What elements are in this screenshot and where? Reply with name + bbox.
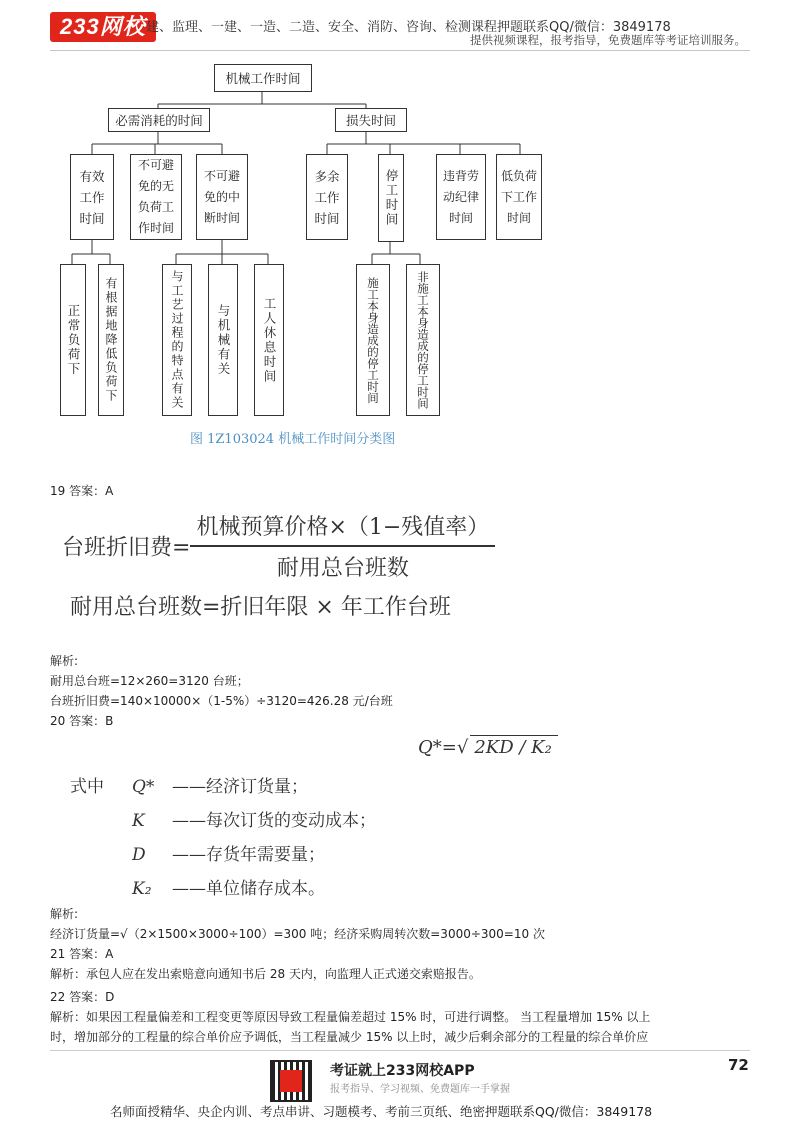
qr-code-icon[interactable] xyxy=(270,1060,312,1102)
q19-analysis-line-2: 台班折旧费=140×10000×（1-5%）÷3120=426.28 元/台班 xyxy=(50,694,393,708)
qr-logo xyxy=(280,1070,302,1092)
node-process-related: 与工艺过程的特点有关 xyxy=(162,264,192,416)
q20-analysis-line-1: 经济订货量=√（2×1500×3000÷100）=300 吨；经济采购周转次数=3000÷300=10 次 xyxy=(50,927,545,941)
node-normal-load: 正常负荷下 xyxy=(60,264,86,416)
q22-analysis-line-1: 解析：如果因工程量偏差和工程变更等原因导致工程量偏差超过 15% 时，可进行调整。 当工程量增加 15% 以上 xyxy=(50,1010,651,1024)
eoq-lhs: Q*= xyxy=(418,737,457,758)
header-line-2: 提供视频课程，报考指导，免费题库等考证培训服务。 xyxy=(470,33,746,47)
q22-analysis-line-2: 时，增加部分的工程量的综合单价应予调低，当工程量减少 15% 以上时，减少后剩余部分的工程量的综合单价应 xyxy=(50,1030,649,1044)
header-line-1: 建、监理、一建、一造、二造、安全、消防、咨询、检测课程押题联系QQ/微信：3849178 xyxy=(146,20,671,35)
app-promo-title: 考证就上233网校APP xyxy=(330,1063,475,1079)
eoq-radicand: 2KD / K₂ xyxy=(470,735,558,758)
diagram-caption: 图 1Z103024 机械工作时间分类图 xyxy=(190,432,396,447)
node-worker-rest: 工人休息时间 xyxy=(254,264,284,416)
node-unavoidable-interrupt: 不可避免的中断时间 xyxy=(196,154,248,240)
q20-answer: 20 答案：B xyxy=(50,714,114,728)
node-low-load: 低负荷下工作时间 xyxy=(496,154,542,240)
brand-logo: 233网校 xyxy=(50,12,156,42)
q21-answer: 21 答案：A xyxy=(50,947,114,961)
header-divider xyxy=(50,50,750,51)
node-labor-violation: 违背劳动纪律时间 xyxy=(436,154,486,240)
definition-row xyxy=(70,770,376,804)
q19-analysis-line-1: 耐用总台班=12×260=3120 台班； xyxy=(50,674,249,688)
page-number: 72 xyxy=(728,1056,749,1074)
node-non-construction-idle: 非施工本身造成的停工时间 xyxy=(406,264,440,416)
def-symbol: K xyxy=(132,811,145,831)
def-text: ——单位储存成本。 xyxy=(172,879,325,899)
node-idle-time: 停工时间 xyxy=(378,154,404,242)
def-text: ——每次订货的变动成本； xyxy=(172,811,376,831)
q19-total-shifts-formula: 耐用总台班数=折旧年限 × 年工作台班 xyxy=(70,595,451,620)
formula-numerator: 机械预算价格×（1−残值率） xyxy=(190,510,495,547)
node-construction-idle: 施工本身造成的停工时间 xyxy=(356,264,390,416)
q22-answer: 22 答案：D xyxy=(50,990,115,1004)
node-effective-time: 有效工作时间 xyxy=(70,154,114,240)
footer-divider xyxy=(50,1050,750,1051)
def-symbol: Q* xyxy=(132,777,155,797)
node-reduced-load: 有根据地降低负荷下 xyxy=(98,264,124,416)
q21-analysis: 解析：承包人应在发出索赔意向通知书后 28 天内，向监理人正式递交索赔报告。 xyxy=(50,967,481,981)
node-root: 机械工作时间 xyxy=(214,64,312,92)
machine-time-diagram xyxy=(50,58,538,450)
formula-fraction xyxy=(190,510,495,582)
definition-row xyxy=(70,804,376,838)
formula-denominator: 耐用总台班数 xyxy=(276,556,409,581)
q19-analysis-label: 解析: xyxy=(50,654,79,668)
def-symbol: D xyxy=(132,845,146,865)
def-symbol: K₂ xyxy=(132,879,152,899)
node-machine-related: 与机械有关 xyxy=(208,264,238,416)
def-text: ——经济订货量； xyxy=(172,777,308,797)
formula-lhs: 台班折旧费= xyxy=(62,535,191,561)
app-promo-subtitle: 报考指导、学习视频、免费题库一手掌握 xyxy=(330,1084,510,1095)
q20-eoq-formula: Q*=√ 2KD / K₂ xyxy=(418,735,558,758)
node-excess-time: 多余工作时间 xyxy=(306,154,348,240)
node-lost-time: 损失时间 xyxy=(335,108,407,132)
definition-row xyxy=(70,872,376,906)
node-needed-time: 必需消耗的时间 xyxy=(108,108,210,132)
q20-analysis-label: 解析: xyxy=(50,907,79,921)
defs-prefix: 式中 xyxy=(70,777,104,797)
footer-contact: 名师面授精华、央企内训、考点串讲、习题模考、考前三页纸、绝密押题联系QQ/微信：3849178 xyxy=(110,1104,653,1119)
definition-row xyxy=(70,838,376,872)
node-unavoidable-noload: 不可避免的无负荷工作时间 xyxy=(130,154,182,240)
q19-answer: 19 答案：A xyxy=(50,484,114,498)
q19-depreciation-formula xyxy=(62,510,495,582)
q20-definitions xyxy=(70,770,376,906)
def-text: ——存货年需要量； xyxy=(172,845,325,865)
